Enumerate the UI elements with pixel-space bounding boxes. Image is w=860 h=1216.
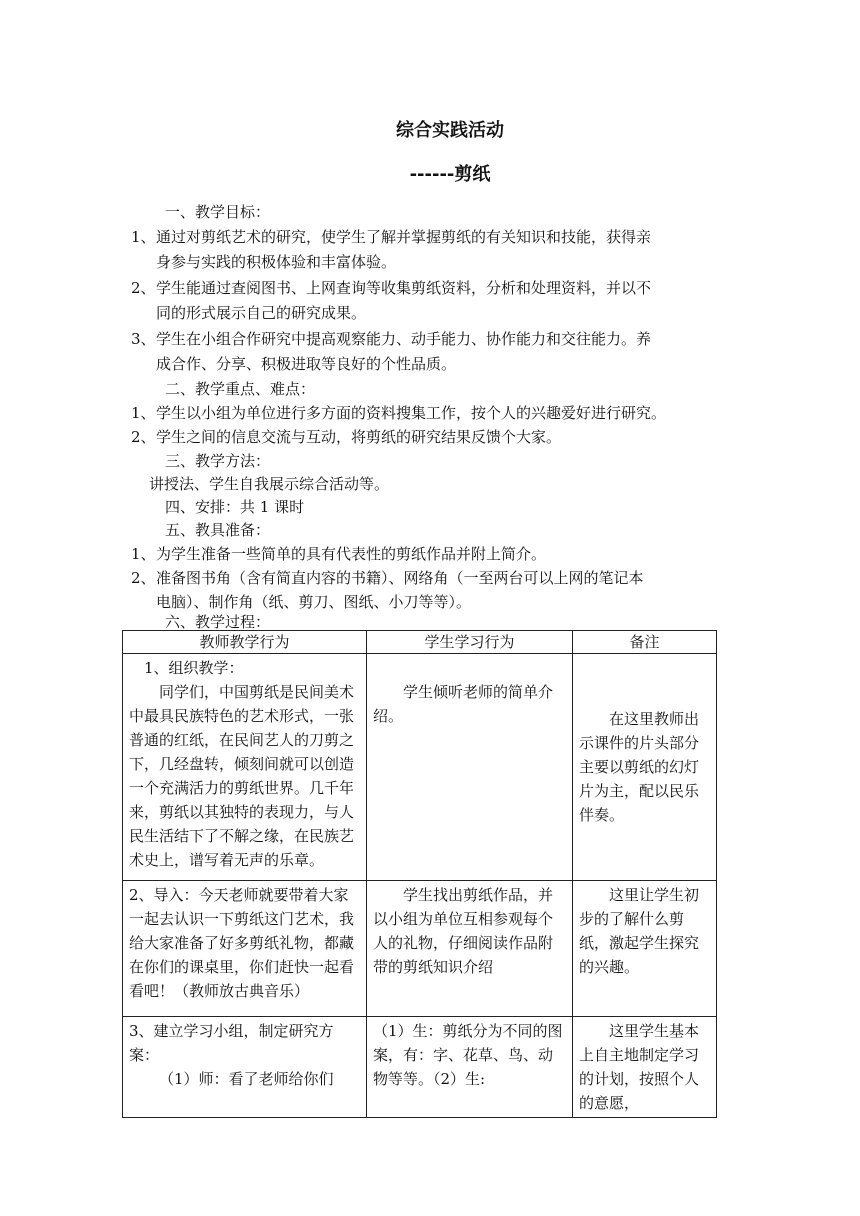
goal-3-number: 3、 — [131, 330, 156, 348]
table-row — [123, 654, 717, 881]
key-2-text: 学生之间的信息交流与互动，将剪纸的研究结果反馈个大家。 — [156, 428, 562, 446]
row3-student-text: （1）生：剪纸分为不同的图案，有：字、花草、鸟、动物等等。（2）生: — [373, 1022, 563, 1088]
table-header-row — [123, 631, 717, 654]
student-cell — [367, 654, 573, 881]
document-subtitle: ------剪纸 — [409, 164, 491, 185]
prep-1-number: 1、 — [131, 545, 156, 563]
header-student: 学生学习行为 — [367, 631, 573, 654]
teaching-process-table — [122, 630, 717, 1118]
teacher-cell — [123, 654, 367, 881]
method-text: 讲授法、学生自我展示综合活动等。 — [149, 475, 390, 493]
note-cell — [573, 1017, 717, 1118]
row2-note-text: 这里让学生初步的了解什么剪纸，激起学生探究的兴趣。 — [579, 886, 700, 976]
goal-3-line1: 学生在小组合作研究中提高观察能力、动手能力、协作能力和交往能力。养 — [156, 330, 652, 348]
prep-2-line1: 准备图书角（含有简直内容的书籍）、网络角（一至两台可以上网的笔记本 — [156, 569, 644, 587]
note-cell — [573, 654, 717, 881]
section-3-heading: 三、教学方法： — [165, 452, 271, 470]
key-1-number: 1、 — [131, 404, 156, 422]
goal-2-number: 2、 — [131, 279, 156, 297]
goal-2-line1: 学生能通过查阅图书、上网查询等收集剪纸资料，分析和处理资料，并以不 — [156, 279, 652, 297]
section-4-heading: 四、安排：共 1 课时 — [165, 498, 305, 516]
section-5-heading: 五、教具准备： — [165, 521, 271, 539]
goal-1-number: 1、 — [131, 228, 156, 246]
goal-1-line1: 通过对剪纸艺术的研究，使学生了解并掌握剪纸的有关知识和技能，获得亲 — [156, 228, 652, 246]
key-1-text: 学生以小组为单位进行多方面的资料搜集工作，按个人的兴趣爱好进行研究。 — [156, 404, 667, 422]
row2-teacher-text: 2、导入：今天老师就要带着大家一起去认识一下剪纸这门艺术，我给大家准备了好多剪纸礼物，都藏在你们的课桌里，你们赶快一起看看吧！（教师放古典音乐） — [129, 886, 355, 1000]
document-title: 综合实践活动 — [396, 120, 504, 141]
key-2-number: 2、 — [131, 428, 156, 446]
header-note: 备注 — [573, 631, 717, 654]
section-6-heading: 六、教学过程： — [165, 613, 271, 631]
student-cell — [367, 881, 573, 1017]
goal-3-line2: 成合作、分享、积极进取等良好的个性品质。 — [156, 355, 457, 373]
row1-note-text: 在这里教师出示课件的片头部分主要以剪纸的幻灯片为主，配以民乐伴奏。 — [579, 710, 700, 824]
teacher-cell — [123, 1017, 367, 1118]
table-row — [123, 881, 717, 1017]
row3-note-text: 这里学生基本上自主地制定学习的计划，按照个人的意愿， — [579, 1022, 700, 1112]
goal-1-line2: 身参与实践的积极体验和丰富体验。 — [156, 253, 397, 271]
row3-teacher-title: 3、建立学习小组，制定研究方案： — [129, 1022, 334, 1064]
row1-student-text: 学生倾听老师的简单介绍。 — [373, 683, 554, 725]
row3-teacher-text: （1）师：看了老师给你们 — [159, 1070, 334, 1088]
prep-1-line1: 为学生准备一些简单的具有代表性的剪纸作品并附上简介。 — [156, 545, 547, 563]
table-row — [123, 1017, 717, 1118]
row1-teacher-title: 1、组织教学： — [144, 659, 244, 677]
prep-2-line2: 电脑）、制作角（纸、剪刀、图纸、小刀等等）。 — [156, 593, 472, 611]
row1-teacher-text: 同学们，中国剪纸是民间美术中最具民族特色的艺术形式，一张普通的红纸，在民间艺人的刀剪之下，几经盘转，倾刻间就可以创造一个充满活力的剪纸世界。几千年来，剪纸以其独特的表现力，与人民生活结下了不解之缘，在民族艺术史上，谱写着无声的乐章。 — [129, 683, 355, 869]
teacher-cell — [123, 881, 367, 1017]
note-cell — [573, 881, 717, 1017]
prep-2-number: 2、 — [131, 569, 156, 587]
section-2-heading: 二、教学重点、难点： — [165, 380, 316, 398]
goal-2-line2: 同的形式展示自己的研究成果。 — [156, 304, 367, 322]
section-1-heading: 一、教学目标： — [165, 203, 271, 221]
row2-student-text: 学生找出剪纸作品，并以小组为单位互相参观每个人的礼物，仔细阅读作品附带的剪纸知识介绍 — [373, 886, 554, 976]
header-teacher: 教师教学行为 — [123, 631, 367, 654]
student-cell — [367, 1017, 573, 1118]
